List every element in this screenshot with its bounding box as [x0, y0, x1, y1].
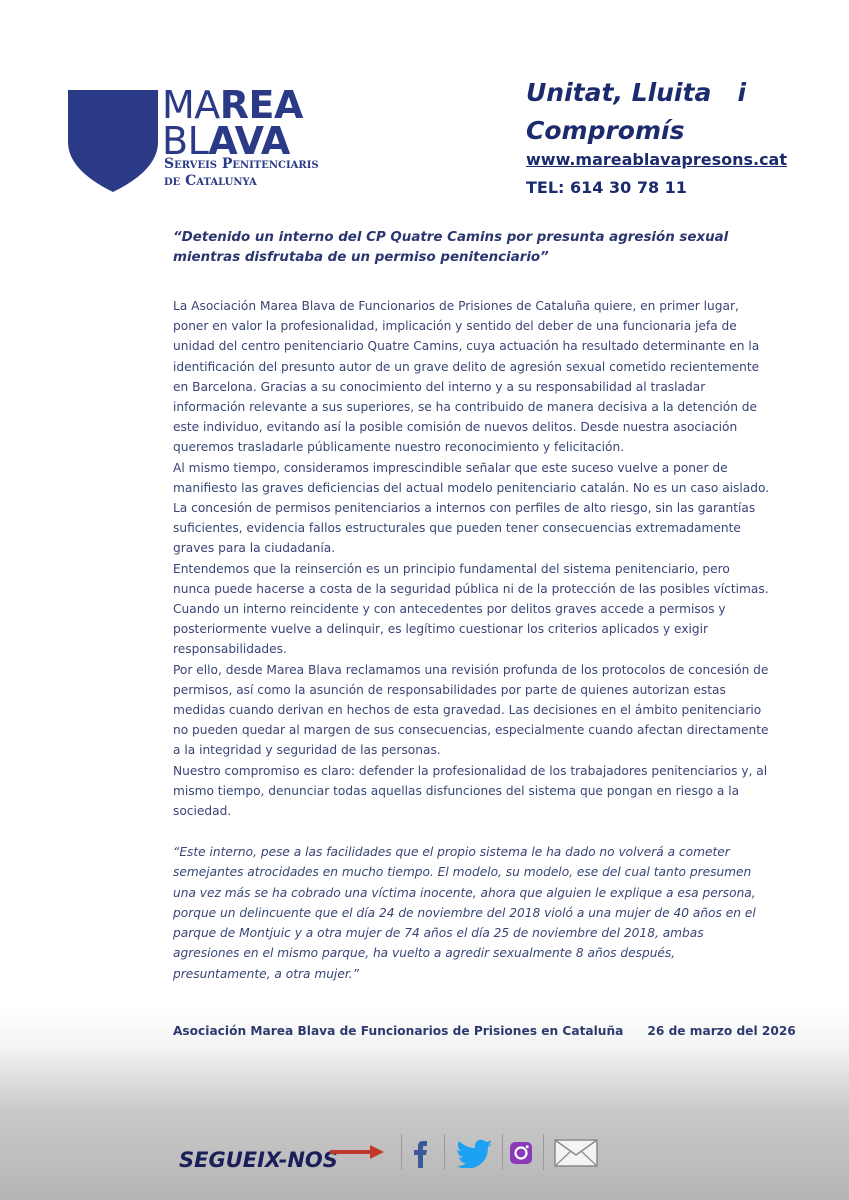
- phone-number: TEL: 614 30 78 11: [526, 178, 687, 197]
- social-divider: [543, 1134, 544, 1170]
- shield-icon: [66, 88, 160, 194]
- marea-blava-logo: [66, 83, 356, 198]
- twitter-icon[interactable]: [450, 1136, 500, 1170]
- motto-line2: Compromís: [526, 116, 685, 145]
- mail-icon[interactable]: [550, 1136, 602, 1170]
- instagram-icon[interactable]: [506, 1136, 536, 1170]
- logo-wordmark-line2: BLAVA: [162, 119, 290, 163]
- article-body: [173, 228, 796, 1038]
- article-paragraph: Entendemos que la reinserción es un principio fundamental del sistema penitenciario, pero nunca puede hacerse a costa de la seguridad pública ni de la protección de las posibles víctimas. Cuando un interno reincidente y con antecedentes por delitos graves accede a permisos y posteriormente vuelve a delinquir, es legítimo cuestionar los criterios aplicados y exigir responsabilidades.: [173, 561, 769, 657]
- article-headline: “Detenido un interno del CP Quatre Camins por presunta agresión sexual mientras disfrutaba de un permiso penitenciario”: [173, 230, 729, 265]
- motto-line1: Unitat, Lluita i: [526, 78, 747, 107]
- article-quote: “Este interno, pese a las facilidades que el propio sistema le ha dado no volverá a cometer semejantes atrocidades en mucho tiempo. El modelo, su modelo, ese del cual tanto presumen una vez más se ha cobrado una víctima inocente, ahora que alguien le explique a esa persona, porque un delincuente que el día 24 de noviembre del 2018 violó a una mujer de 40 años en el parque de Montjuic y a otra mujer de 74 años el día 25 de noviembre del 2018, ambas agresiones en el mismo parque, ha vuelto a agredir sexualmente 8 años después, presuntamente, a otra mujer.”: [173, 845, 756, 981]
- website-link[interactable]: www.mareablavapresons.cat: [526, 150, 787, 169]
- article-paragraph: La Asociación Marea Blava de Funcionarios de Prisiones de Cataluña quiere, en primer lugar, poner en valor la profesionalidad, implicación y sentido del deber de una funcionaria jefa de unidad del centro penitenciario Quatre Camins, cuya actuación ha resultado determinante en la identificación del presunto autor de un grave delito de agresión sexual cometido recientemente en Barcelona. Gracias a su conocimiento del interno y a su responsabilidad al trasladar información relevante a sus superiores, se ha contribuido de manera decisiva a la detención de este individuo, evitando así la posible comisión de nuevos delitos. Desde nuestra asociación queremos trasladarle públicamente nuestro reconocimiento y felicitación.: [173, 299, 760, 455]
- article-paragraph: Nuestro compromiso es claro: defender la profesionalidad de los trabajadores penitenciarios y, al mismo tiempo, denunciar todas aquellas disfunciones del sistema que pongan en riesgo a la sociedad.: [173, 763, 768, 819]
- follow-us-label: SEGUEIX-NOS: [179, 1148, 338, 1172]
- social-divider: [444, 1134, 445, 1170]
- signature-line: [173, 1023, 796, 1038]
- signature-date: 26 de marzo del 2026: [647, 1023, 796, 1038]
- arrow-right-icon: [330, 1143, 386, 1161]
- motto: [526, 74, 826, 150]
- signature-organization: Asociación Marea Blava de Funcionarios de Prisiones en Cataluña: [173, 1023, 624, 1038]
- social-divider: [502, 1134, 503, 1170]
- article-paragraph: Al mismo tiempo, consideramos imprescindible señalar que este suceso vuelve a poner de manifiesto las graves deficiencias del actual modelo penitenciario catalán. No es un caso aislado. La concesión de permisos penitenciarios a internos con perfiles de alto riesgo, sin las garantías suficientes, evidencia fallos estructurales que pueden tener consecuencias extremadamente graves para la ciudadanía.: [173, 460, 770, 556]
- social-divider: [401, 1134, 402, 1170]
- logo-subtitle-line1: Serveis Penitenciaris: [164, 156, 319, 172]
- facebook-icon[interactable]: [404, 1136, 438, 1170]
- article-paragraph: Por ello, desde Marea Blava reclamamos una revisión profunda de los protocolos de concesión de permisos, así como la asunción de responsabilidades por parte de quienes autorizan estas medidas cuando derivan en hechos de esta gravedad. Las decisiones en el ámbito penitenciario no pueden quedar al margen de sus consecuencias, especialmente cuando afectan directamente a la integridad y seguridad de las personas.: [173, 662, 769, 758]
- logo-wordmark-line1: MAREA: [162, 83, 303, 127]
- logo-subtitle-line2: de Catalunya: [164, 173, 257, 189]
